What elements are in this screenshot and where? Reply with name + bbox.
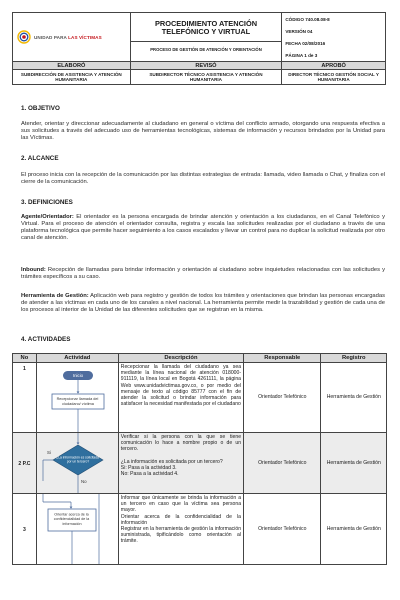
document-title: PROCEDIMIENTO ATENCIÓN TELEFÓNICO Y VIRTUAL — [131, 17, 282, 42]
row-description: Verificar si la persona con la que se tiene comunicación lo hace a nombre propio o de un tercero. ¿La información es solicitada por un tercero? Si: Pasa a la actividad 3. No: Pasa a la actividad 4. — [118, 433, 243, 494]
definition-inbound — [21, 267, 385, 281]
col-header-no: No — [13, 354, 37, 363]
document-header — [12, 12, 386, 63]
signoff-header-elaboro: ELABORÓ — [13, 62, 131, 70]
row-responsible: Orientador Telefónico — [244, 363, 321, 433]
definition-agente-term: Agente/Orientador: — [21, 214, 74, 220]
table-row — [13, 363, 387, 433]
flowchart-segment-1 — [37, 363, 118, 432]
table-row — [13, 494, 387, 565]
logo-text-prefix: UNIDAD PARA — [34, 34, 69, 40]
signoff-aprobo: DIRECTOR TÉCNICO GESTIÓN SOCIAL Y HUMANITARIA — [282, 70, 386, 85]
row-record: Herramienta de Gestión — [321, 363, 387, 433]
col-header-descripcion: Descripción — [118, 354, 243, 363]
logo-emblem-icon — [17, 30, 31, 44]
row-number: 2 P.C — [13, 433, 37, 494]
meta-cell — [282, 13, 386, 63]
definition-herramienta-text: Aplicación web para registro y gestión de todos los trámites y orientaciones que brindan las personas encargadas de atender a las víctimas en cada uno de los canales a nivel nacional. La herramienta permite medir la trazabilidad y gestión de cada una de los procesos al interior de la Unidad de las diferentes solicitudes que se registran en la misma. — [21, 293, 385, 314]
flow-arrow-icon — [76, 443, 79, 445]
doc-version: VERSIÓN 04 — [285, 28, 313, 34]
signoff-header-reviso: REVISÓ — [130, 62, 282, 70]
row-record: Herramienta de Gestión — [321, 494, 387, 565]
row-number: 1 — [13, 363, 37, 433]
row-responsible: Orientador Telefónico — [244, 433, 321, 494]
section-objetivo-text: Atender, orientar y direccionar adecuadamente al ciudadano en general o víctima del conflicto armado, otorgando una respuesta efectiva a sus solicitudes a través del adecuado uso de herramientas tecnológicas, sistemas de información y recursos brindados por la Unidad para las Víctimas. — [21, 121, 385, 142]
row-description: Recepcionar la llamada del ciudadano ya sea mediante la línea nacional de atención 018000-911119, la línea local en Bogotá 4261111, la página Web www.unidadvictimas.gov.co, o por medio del mensaje de texto al código 85777 con el fin de atender la solicitud o brindar información para satisfacer la necesidad manifestada por el ciudadano — [118, 363, 243, 433]
flow-arrow-icon — [76, 392, 79, 394]
flow-step-label: Orientar acerca de la confidencialidad de la información — [53, 512, 90, 526]
doc-code: CÓDIGO 740.08.08-8 — [285, 16, 330, 22]
section-alcance-text: El proceso inicia con la recepción de la comunicación por las distintas estrategias de entrada: llamada, video llamada o Chat, y finaliza con el cierre de la comunicación. — [21, 172, 385, 186]
flow-decision-label: ¿La información es solicitada por un tercero? — [55, 455, 99, 464]
table-row — [13, 433, 387, 494]
activities-table — [12, 353, 387, 565]
definition-inbound-term: Inbound: — [21, 267, 46, 273]
signoff-table — [12, 61, 386, 85]
activities-header-row — [13, 354, 387, 363]
section-definiciones-title: 3. DEFINICIONES — [21, 199, 73, 206]
logo-text — [34, 35, 102, 40]
doc-page: PÁGINA 1 de 3 — [285, 53, 318, 59]
signoff-reviso: SUBDIRECTOR TÉCNICO ASISTENCIA Y ATENCIÓN HUMANITARIA — [130, 70, 282, 85]
definition-herramienta-term: Herramienta de Gestión: — [21, 293, 89, 299]
logo-text-suffix: LAS VÍCTIMAS — [68, 34, 102, 40]
flow-cell-3 — [36, 494, 118, 565]
unidad-victimas-logo — [17, 30, 126, 44]
definition-herramienta — [21, 293, 385, 314]
flow-arrow-icon — [69, 507, 72, 509]
flow-step-label: Recepcionar llamada del ciudadano/ víctima — [56, 397, 99, 406]
flow-cell-2 — [36, 433, 118, 494]
flow-start-label: Inicio — [72, 373, 83, 379]
flow-yes-label: Si — [46, 450, 51, 455]
section-alcance-title: 2. ALCANCE — [21, 155, 59, 162]
row-description: Informar que únicamente se brinda la información a un tercero en caso que la víctima sea persona mayor. Orientar acerca de la confidencialidad de la información Registrar en la herramienta de gestión la información suministrada, tipificándolo como orientación al trámite. — [118, 494, 243, 565]
definition-inbound-text: Recepción de llamadas para brindar información y orientación al ciudadano sobre inquietudes relacionadas con las solicitudes y trámites específicos a su caso. — [21, 267, 385, 281]
col-header-registro: Registro — [321, 354, 387, 363]
row-responsible: Orientador Telefónico — [244, 494, 321, 565]
doc-date: FECHA 02/08/2016 — [285, 40, 326, 46]
signoff-header-aprobo: APROBÓ — [282, 62, 386, 70]
title-cell — [130, 13, 282, 63]
col-header-actividad: Actividad — [36, 354, 118, 363]
definition-agente-text: El orientador es la persona encargada de brindar atención y orientación a los ciudadanos, en el Canal Telefónico y Virtual. Para el proceso de atención el orientador consulta, registra y escala las solicitudes realizadas por el ciudadano a través de una plataforma tecnológica que permite hacer seguimiento a los casos escalados y llevar un control para no duplicar la solicitud realizada por otro canal de atención. — [21, 214, 385, 242]
flow-no-label: No — [80, 479, 87, 484]
definition-agente — [21, 214, 385, 242]
row-number: 3 — [13, 494, 37, 565]
signoff-elaboro: SUBDIRECCIÓN DE ASISTENCIA Y ATENCIÓN HUMANITARIA — [13, 70, 131, 85]
document-subtitle: PROCESO DE GESTIÓN DE ATENCIÓN Y ORIENTACIÓN — [150, 46, 262, 52]
section-actividades-title: 4. ACTIVIDADES — [21, 336, 71, 343]
logo-cell — [13, 13, 131, 63]
flow-cell-1 — [36, 363, 118, 433]
col-header-responsable: Responsable — [244, 354, 321, 363]
flowchart-segment-2 — [37, 433, 118, 493]
row-record: Herramienta de Gestión — [321, 433, 387, 494]
section-objetivo-title: 1. OBJETIVO — [21, 105, 60, 112]
flowchart-segment-3 — [37, 494, 118, 564]
